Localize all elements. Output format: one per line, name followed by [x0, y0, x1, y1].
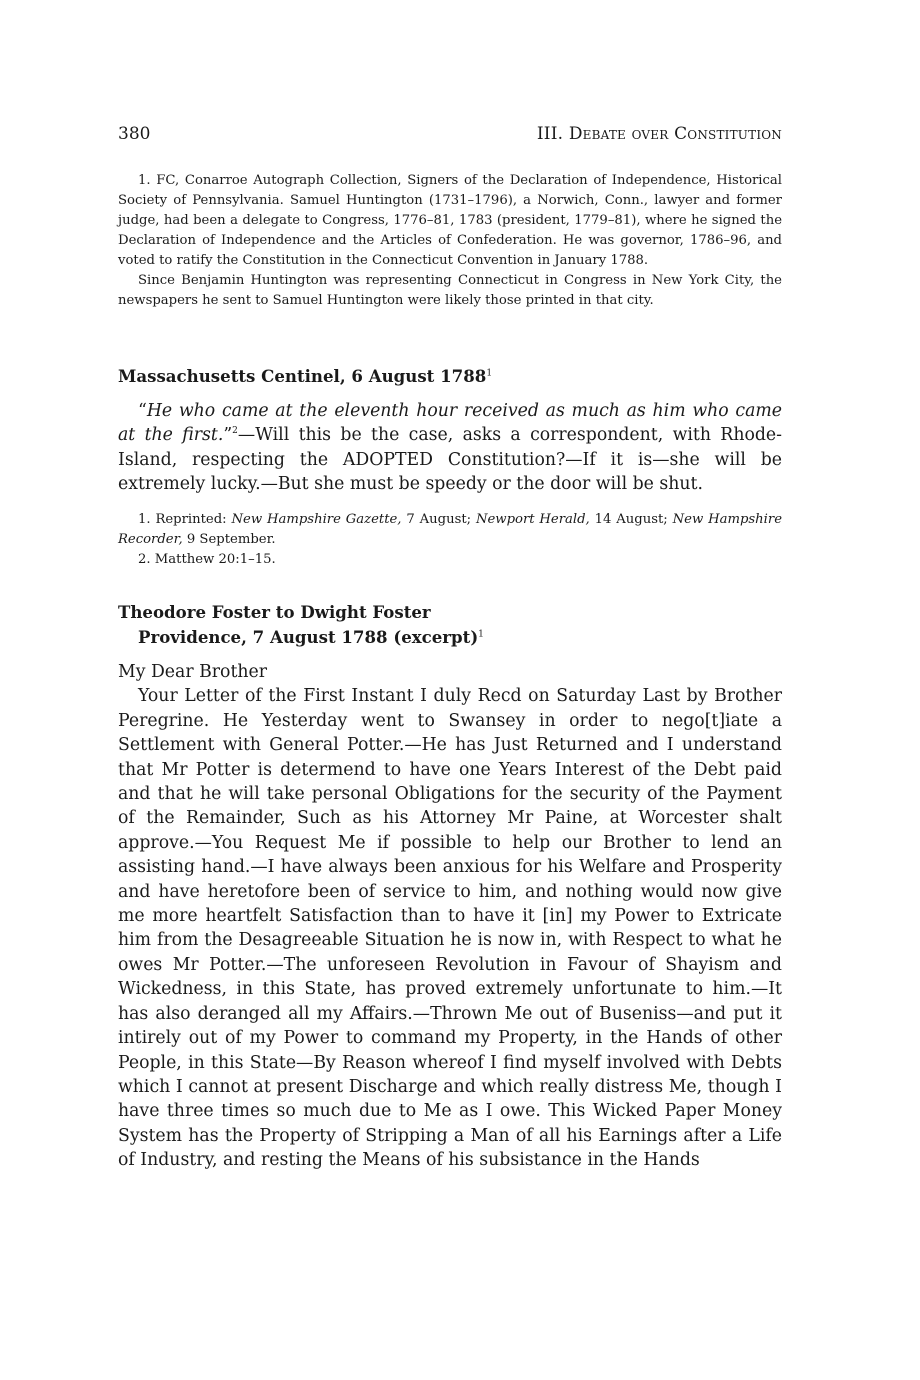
- publication: New Hampshire Gazette,: [231, 512, 402, 527]
- quote-open: “: [138, 401, 147, 421]
- centinel-text: —Will this be the case, asks a correspondent, with Rhode-Island, respecting the ADOPTED Constitution?—If it is—she will be extremely lucky.—But she must be speedy or the door will be shut.: [118, 425, 782, 495]
- footnote-ref: 2: [232, 426, 238, 437]
- centinel-body: [118, 399, 782, 497]
- scripture-quote: He who came at the eleventh hour received as much as him who came at the first.: [118, 401, 782, 446]
- section-title: III. Debate over Constitution: [536, 124, 782, 144]
- centinel-paragraph: [118, 399, 782, 497]
- centinel-notes: [118, 510, 782, 570]
- note-date: 14 August;: [589, 512, 673, 527]
- quote-close: ”: [223, 425, 233, 446]
- foster-heading: [118, 600, 782, 650]
- centinel-heading-text: Massachusetts Centinel, 6 August 1788: [118, 366, 487, 386]
- page-number: 380: [118, 124, 151, 144]
- centinel-note-2: 2. Matthew 20:1–15.: [138, 552, 276, 567]
- letter-body: Your Letter of the First Instant I duly Recd on Saturday Last by Brother Peregrine. He Yesterday went to Swansey in order to nego[t]iate a Settlement with General Potter.—He has Just Returned and I understand that Mr Potter is determend to have one Years Interest of the Debt paid and that he will take personal Obligations for the security of the Payment of the Remainder, Such as his Attorney Mr Paine, at Worcester shalt approve.—You Request Me if possible to help our Brother to lend an assisting hand.—I have always been anxious for his Welfare and Prosperity and have heretofore been of service to him, and nothing would now give me more heartfelt Satisfaction than to have it [in] my Power to Extricate him from the Desagreeable Situation he is now in, with Respect to what he owes Mr Potter.—The unforeseen Revolution in Favour of Shayism and Wickedness, in this State, has proved extremely unfortunate to him.—It has also deranged all my Affairs.—Thrown Me out of Buseniss—and put it intirely out of my Power to command my Property, in the Hands of other People, in this State—By Reason whereof I find myself involved with Debts which I cannot at present Discharge and which really distress Me, though I have three times so much due to Me as I owe. This Wicked Paper Money System has the Property of Stripping a Man of all his Earnings after a Life of Industry, and resting the Means of his subsistance in the Hands: [118, 686, 782, 1171]
- running-head: [118, 124, 782, 146]
- foster-heading-line-2: [118, 625, 782, 650]
- note-1: 1. FC, Conarroe Autograph Collection, Signers of the Declaration of Independence, Historical Society of Pennsylvania. Samuel Huntington (1731–1796), a Norwich, Conn., lawyer and former judge, had been a delegate to Congress, 1776–81, 1783 (president, 1779–81), where he signed the Declaration of Independence and the Articles of Confederation. He was governor, 1786–96, and voted to ratify the Constitution in the Connecticut Convention in January 1788.: [118, 173, 782, 268]
- footnote-ref: 1: [478, 629, 484, 640]
- note-prefix: 1. Reprinted:: [138, 512, 232, 527]
- note-date: 7 August;: [401, 512, 476, 527]
- publication: New Hampshire Recorder,: [118, 512, 782, 547]
- foster-heading-line-1: Theodore Foster to Dwight Foster: [118, 602, 431, 622]
- foster-heading-line-2-text: Providence, 7 August 1788 (excerpt): [138, 627, 479, 647]
- foster-letter: [118, 660, 782, 1173]
- note-date: 9 September.: [182, 532, 276, 547]
- salutation: My Dear Brother: [118, 662, 268, 682]
- note-2: Since Benjamin Huntington was representing Connecticut in Congress in New York City, the newspapers he sent to Samuel Huntington were likely those printed in that city.: [118, 273, 782, 308]
- publication: Newport Herald,: [475, 512, 590, 527]
- footnote-ref: 1: [486, 368, 493, 379]
- centinel-heading: [118, 364, 782, 389]
- top-notes: [118, 171, 782, 311]
- centinel-note-1: [118, 510, 782, 550]
